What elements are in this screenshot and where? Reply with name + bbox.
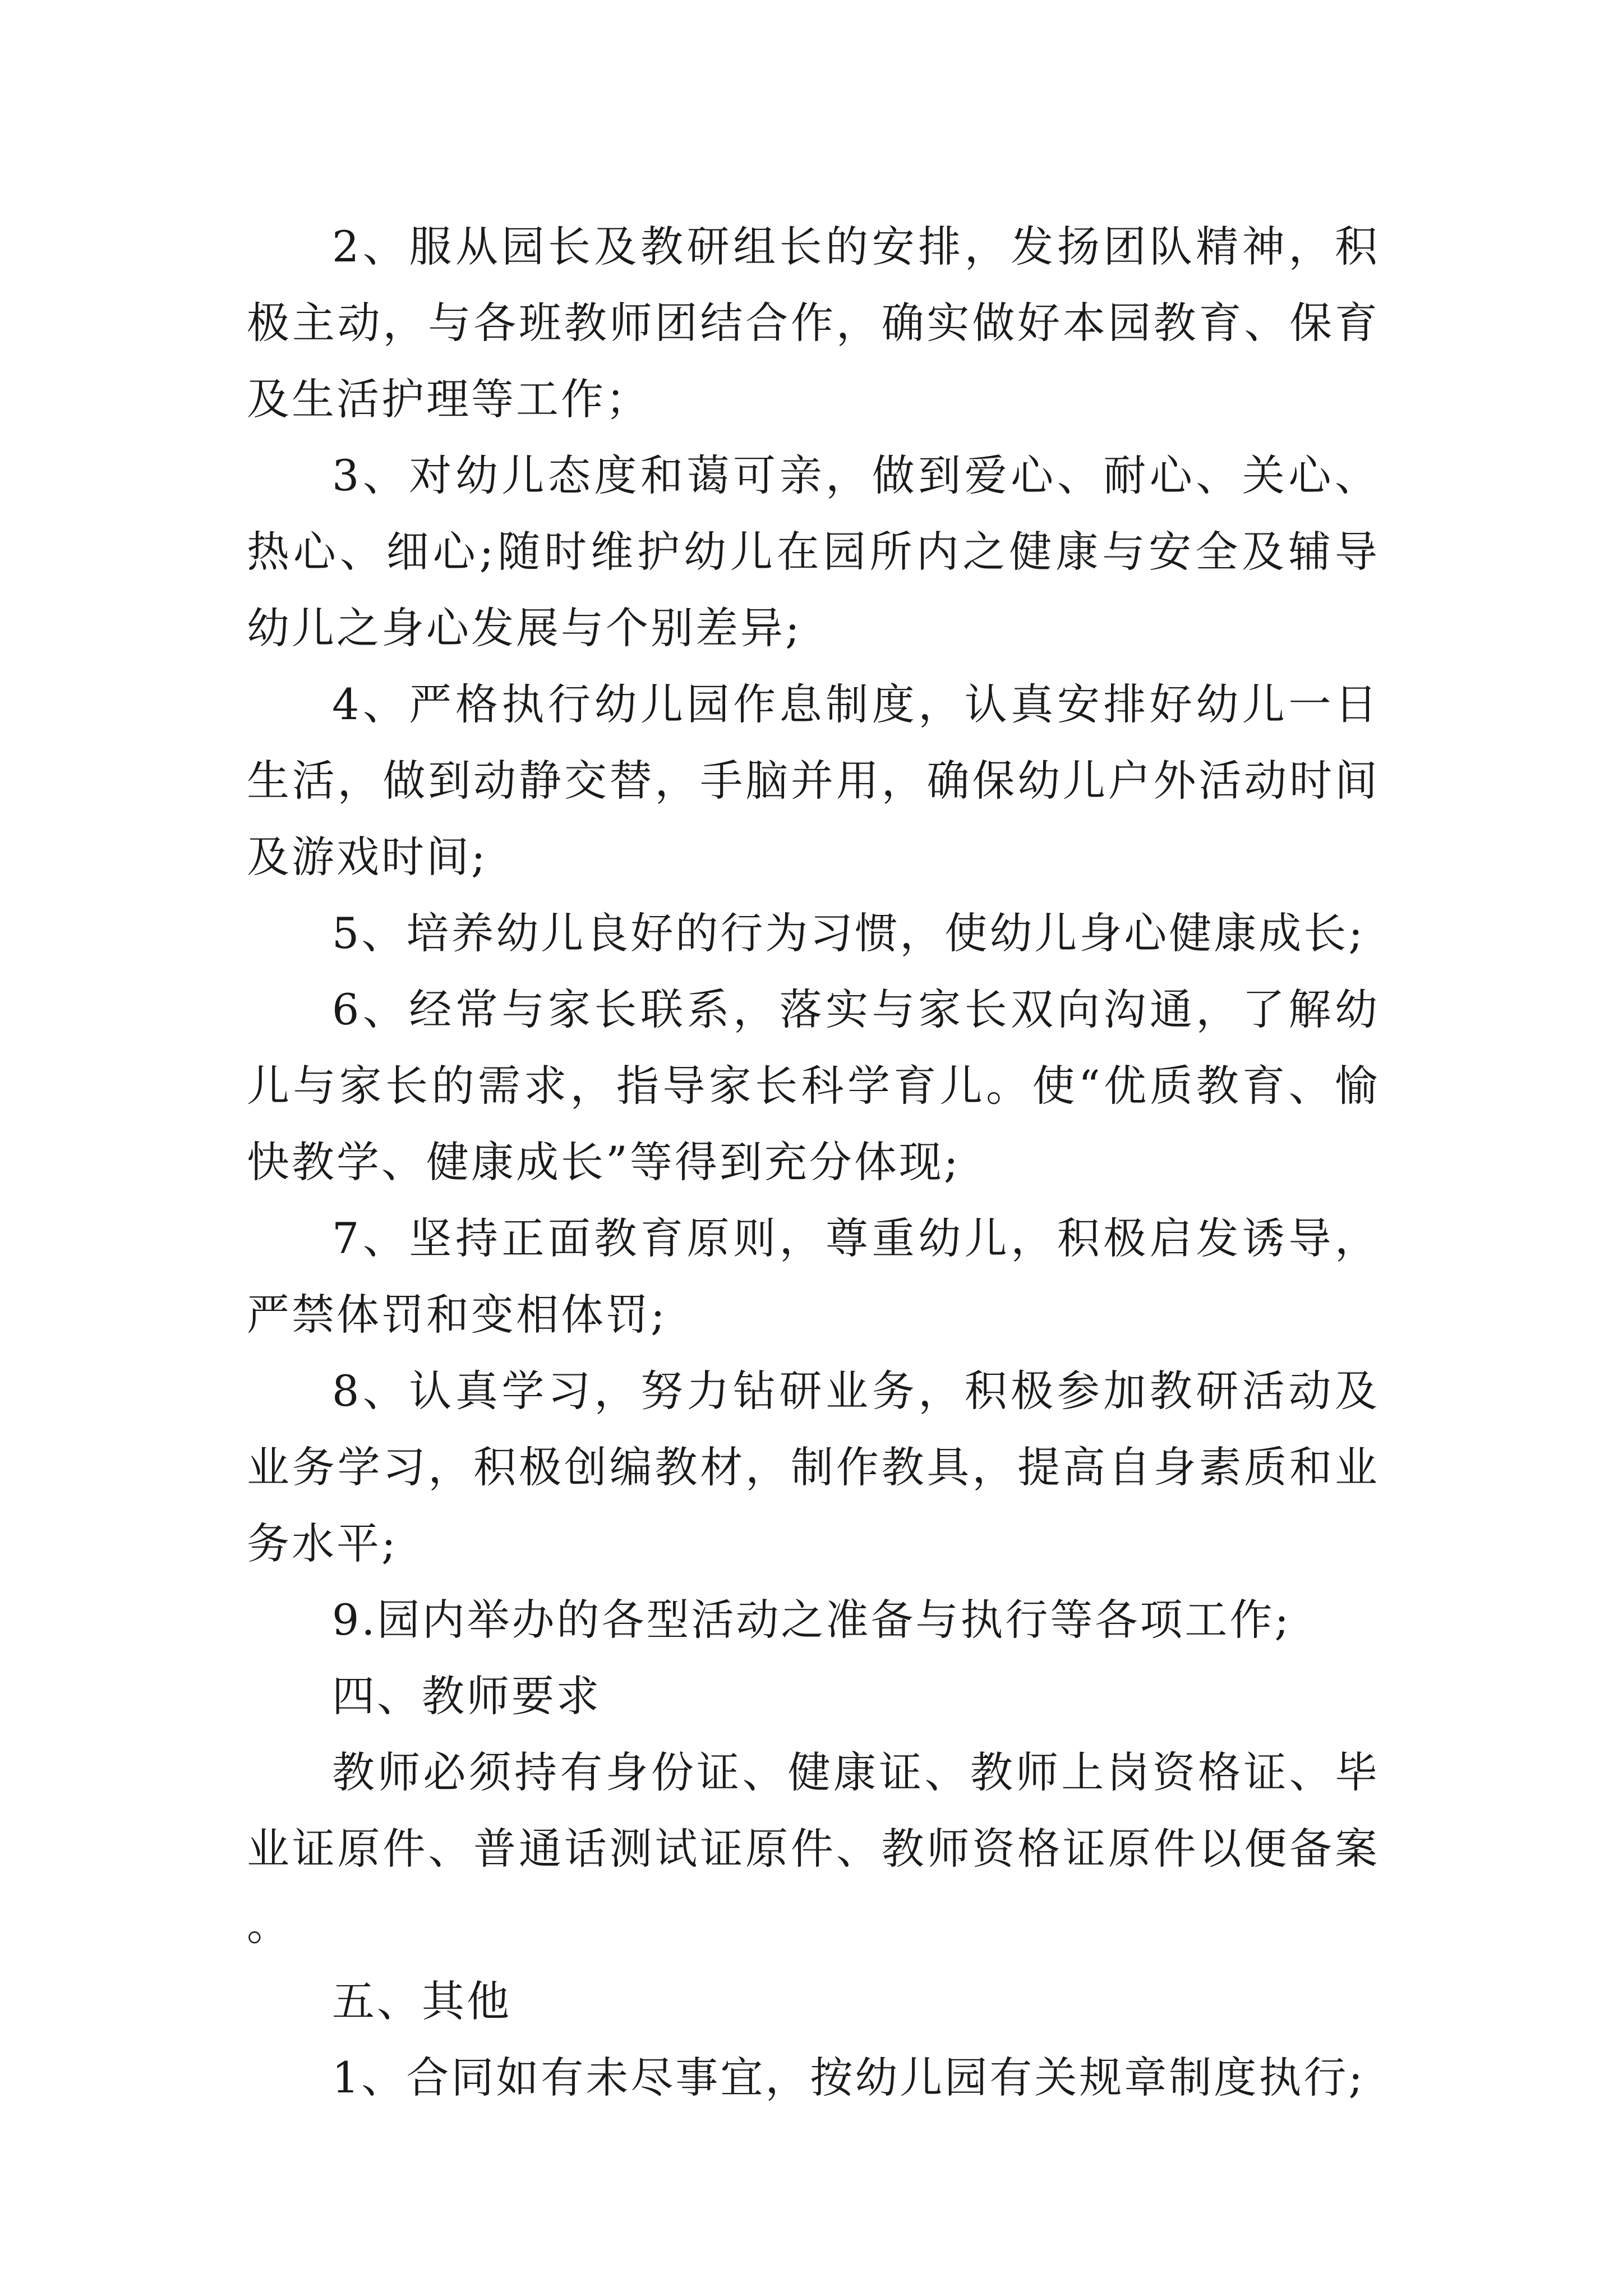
paragraph-teacher-requirements: 教师必须持有身份证、健康证、教师上岗资格证、毕业证原件、普通话测试证原件、教师资格证原件以便备案。 bbox=[247, 1747, 1380, 1950]
paragraph-duty-5: 5、培养幼儿良好的行为习惯，使幼儿身心健康成长; bbox=[332, 908, 1365, 958]
paragraph-duty-3: 3、对幼儿态度和蔼可亲，做到爱心、耐心、关心、热心、细心;随时维护幼儿在园所内之健康与安全及辅导幼儿之身心发展与个别差异; bbox=[247, 450, 1380, 653]
paragraph-duty-2: 2、服从园长及教研组长的安排，发扬团队精神，积极主动，与各班教师团结合作，确实做好本园教育、保育及生活护理等工作； bbox=[247, 222, 1380, 424]
section-heading-other: 五、其他 bbox=[332, 1976, 511, 2026]
paragraph-duty-4: 4、严格执行幼儿园作息制度，认真安排好幼儿一日生活，做到动静交替，手脑并用，确保幼儿户外活动时间及游戏时间; bbox=[247, 679, 1380, 882]
document-body bbox=[247, 209, 1380, 2116]
paragraph-duty-9: 9.园内举办的各型活动之准备与执行等各项工作; bbox=[332, 1595, 1292, 1645]
paragraph-duty-7: 7、坚持正面教育原则，尊重幼儿，积极启发诱导，严禁体罚和变相体罚; bbox=[247, 1213, 1380, 1340]
paragraph-duty-6: 6、经常与家长联系，落实与家长双向沟通，了解幼儿与家长的需求，指导家长科学育儿。使“优质教育、愉快教学、健康成长”等得到充分体现; bbox=[247, 984, 1380, 1187]
paragraph-duty-8: 8、认真学习，努力钻研业务，积极参加教研活动及业务学习，积极创编教材，制作教具，提高自身素质和业务水平; bbox=[247, 1366, 1380, 1568]
paragraph-other-1: 1、合同如有未尽事宜，按幼儿园有关规章制度执行; bbox=[332, 2053, 1365, 2102]
section-heading-teacher-requirements: 四、教师要求 bbox=[332, 1671, 601, 1721]
